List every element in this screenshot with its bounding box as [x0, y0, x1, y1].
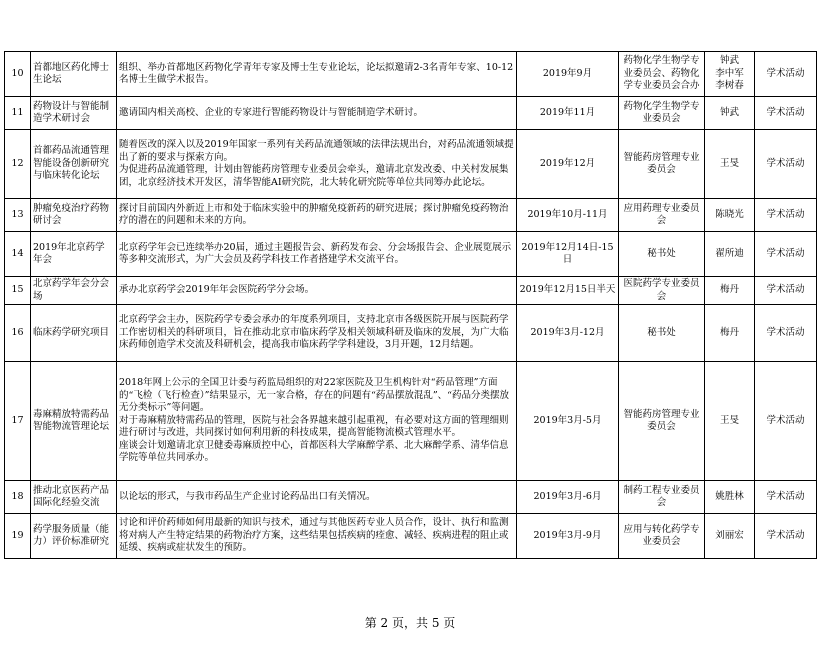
- contact-person: 王旻: [719, 414, 739, 426]
- activity-content: 随着医改的深入以及2019年国家一系列有关药品流通领域的法律法规出台，对药品流通领域提出了新的要求与探索方向。 为促进药品流通管理，计划由智能药房管理专业委员会牵头，邀请北京发改委、中关村发展集团，北京经济技术开发区，清华智能AI研究院，北大转化研究院等单位共同筹办此论坛。: [119, 139, 514, 188]
- activity-topic: 肿瘤免疫治疗药物研讨会: [33, 202, 110, 226]
- activity-topic: 药学服务质量（能力）评价标准研究: [33, 523, 110, 547]
- organizer: 智能药房管理专业委员会: [623, 408, 700, 432]
- activity-type: 学术活动: [766, 247, 805, 259]
- page-footer: 第 2 页，共 5 页: [364, 616, 456, 630]
- contact-person: 姚胜林: [715, 490, 744, 502]
- activity-content: 探讨目前国内外新近上市和处于临床实验中的肿瘤免疫新药的研究进展；探讨肿瘤免疫药物治疗的潜在的问题和未来的方向。: [119, 202, 509, 226]
- table-row: [5, 97, 817, 130]
- activity-time: 2019年3月-9月: [533, 529, 602, 541]
- activity-topic: 北京药学年会分会场: [33, 278, 110, 302]
- organizer: 智能药房管理专业委员会: [623, 151, 700, 175]
- row-number: 19: [11, 529, 24, 541]
- activity-topic: 首都地区药化博士生论坛: [33, 61, 110, 85]
- table-row: [5, 481, 817, 514]
- table-row: [5, 362, 817, 481]
- table-row: [5, 130, 817, 199]
- table-row: [5, 199, 817, 232]
- activity-content: 2018年网上公示的全国卫计委与药监局组织的对22家医院及卫生机构针对“药品管理”方面的“飞检（飞行检查）”结果显示，无一家合格，存在的问题有“药品摆放混乱”、“药品分类摆放无分类标示”等问题。 对于毒麻精放特需药品的管理，医院与社会各界越来越引起重视，有必要对这方面的管理细则进行研讨与改进，共同探讨如何利用新的科技成果，提高智能物流模式管理水平。 座谈会计划邀请北京卫健委毒麻质控中心，首都医科大学麻醉学系、北大麻醉学系、清华信息学院等单位共同承办。: [119, 377, 510, 464]
- activity-topic: 2019年北京药学年会: [33, 241, 105, 265]
- organizer: 应用与转化药学专业委员会: [623, 523, 700, 547]
- activity-topic: 药物设计与智能制造学术研讨会: [33, 100, 110, 124]
- row-number: 16: [11, 326, 24, 338]
- activity-content: 承办北京药学会2019年年会医院药学分会场。: [119, 284, 315, 296]
- row-number: 17: [11, 414, 24, 426]
- activity-type: 学术活动: [766, 529, 805, 541]
- table-body: [5, 52, 817, 559]
- contact-person: 陈晓光: [715, 208, 744, 220]
- row-number: 10: [11, 67, 24, 79]
- contact-person: 钟武: [719, 106, 739, 118]
- organizer: 药物化学生物学专业委员会、药物化学专业委员会合办: [623, 55, 700, 92]
- table-row: [5, 52, 817, 97]
- table-row: [5, 232, 817, 277]
- activity-type: 学术活动: [766, 208, 805, 220]
- activity-topic: 临床药学研究项目: [33, 326, 110, 338]
- contact-person: 刘丽宏: [715, 529, 744, 541]
- activity-time: 2019年10月-11月: [527, 208, 608, 220]
- row-number: 15: [11, 284, 24, 296]
- table-row: [5, 305, 817, 362]
- activity-content: 讨论和评价药师如何用最新的知识与技术，通过与其他医药专业人员合作，设计、执行和监测将对病人产生特定结果的药物治疗方案，这些结果包括疾病的痊愈、减轻、疾病进程的阻止或延缓、疾病或症状发生的预防。: [119, 517, 509, 554]
- contact-person: 梅丹: [719, 326, 739, 338]
- organizer: 制药工程专业委员会: [623, 484, 700, 508]
- activity-content: 组织、举办首都地区药物化学青年专家及博士生专业论坛，论坛拟邀请2-3名青年专家、10-12名博士生做学术报告。: [119, 61, 514, 85]
- activity-topic: 毒麻精放特需药品智能物流管理论坛: [33, 408, 110, 432]
- activity-time: 2019年3月-5月: [533, 414, 602, 426]
- activity-type: 学术活动: [766, 490, 805, 502]
- contact-person: 钟武 李中军 李树春: [715, 55, 744, 92]
- activity-type: 学术活动: [766, 326, 805, 338]
- activity-content: 以论坛的形式，与我市药品生产企业讨论药品出口有关情况。: [119, 490, 376, 502]
- organizer: 秘书处: [647, 247, 676, 259]
- contact-person: 翟所迪: [715, 247, 744, 259]
- table-row: [5, 277, 817, 305]
- activity-table: [4, 51, 817, 559]
- row-number: 11: [11, 106, 24, 118]
- organizer: 应用药理专业委员会: [623, 202, 700, 226]
- row-number: 14: [11, 247, 24, 259]
- activity-topic: 推动北京医药产品国际化经验交流: [33, 484, 110, 508]
- activity-time: 2019年3月-6月: [533, 490, 602, 502]
- row-number: 13: [11, 208, 24, 220]
- contact-person: 梅丹: [719, 284, 739, 296]
- row-number: 18: [11, 490, 24, 502]
- activity-type: 学术活动: [766, 284, 805, 296]
- table-row: [5, 514, 817, 559]
- activity-time: 2019年3月-12月: [530, 326, 605, 338]
- activity-content: 北京药学年会已连续举办20届，通过主题报告会、新药发布会、分会场报告会、企业展览展示等多种交流形式，为广大会员及药学科技工作者搭建学术交流平台。: [119, 241, 512, 265]
- activity-time: 2019年9月: [542, 67, 593, 79]
- activity-time: 2019年12月: [539, 157, 596, 169]
- activity-time: 2019年12月14日-15日: [521, 241, 614, 265]
- activity-time: 2019年11月: [539, 106, 596, 118]
- activity-type: 学术活动: [766, 414, 805, 426]
- row-number: 12: [11, 157, 24, 169]
- organizer: 药物化学生物学专业委员会: [623, 100, 700, 124]
- organizer: 秘书处: [647, 326, 676, 338]
- activity-type: 学术活动: [766, 106, 805, 118]
- activity-type: 学术活动: [766, 157, 805, 169]
- activity-topic: 首都药品流通管理智能设备创新研究与临床转化论坛: [33, 145, 110, 182]
- activity-type: 学术活动: [766, 67, 805, 79]
- contact-person: 王旻: [719, 157, 739, 169]
- activity-content: 北京药学会主办，医院药学专委会承办的年度系列项目，支持北京市各级医院开展与医院药学工作密切相关的科研项目，旨在推动北京市临床药学及相关领域科研及临床的发展，为广大临床药师创造学术交流及科研机会，提高我市临床药学学科建设，3月开题，12月结题。: [119, 314, 509, 351]
- activity-content: 邀请国内相关高校、企业的专家进行智能药物设计与智能制造学术研讨。: [119, 106, 424, 118]
- organizer: 医院药学专业委员会: [623, 278, 700, 302]
- activity-time: 2019年12月15日半天: [519, 284, 616, 296]
